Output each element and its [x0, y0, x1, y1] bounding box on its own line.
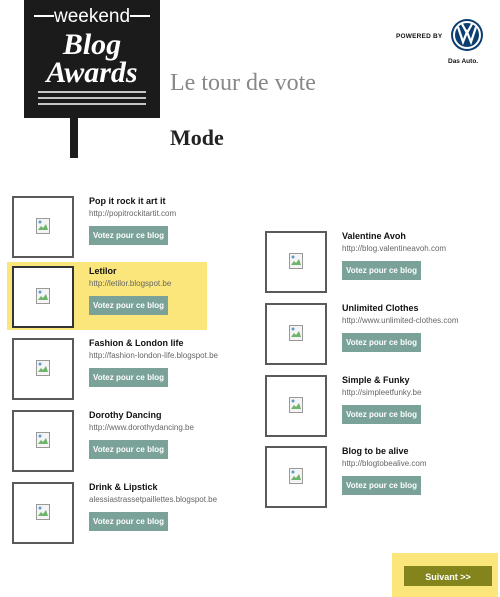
page-title: Le tour de vote [170, 70, 316, 96]
next-button[interactable]: Suivant >> [404, 566, 492, 586]
blog-thumbnail[interactable] [12, 482, 74, 544]
vote-button[interactable]: Votez pour ce blog [89, 512, 168, 531]
blog-thumbnail[interactable] [265, 375, 327, 437]
blog-url[interactable]: http://fashion-london-life.blogspot.be [89, 351, 218, 360]
logo-line-weekend: weekend [53, 6, 131, 27]
logo-line-blog: Blog [62, 28, 122, 61]
vote-button[interactable]: Votez pour ce blog [89, 368, 168, 387]
vote-button[interactable]: Votez pour ce blog [89, 440, 168, 459]
broken-image-icon [36, 288, 50, 304]
logo-line-awards: Awards [46, 56, 138, 89]
broken-image-icon [36, 432, 50, 448]
broken-image-icon [36, 218, 50, 234]
blog-entry [89, 410, 269, 459]
blog-entry [342, 375, 500, 424]
blog-url[interactable]: http://www.dorothydancing.be [89, 423, 194, 432]
blog-title: Fashion & London life [89, 338, 184, 348]
category-title: Mode [170, 125, 224, 150]
volkswagen-logo-icon [450, 18, 484, 52]
blog-url[interactable]: http://popitrockitartit.com [89, 209, 177, 218]
broken-image-icon [289, 468, 303, 484]
blog-thumbnail[interactable] [12, 410, 74, 472]
vote-button[interactable]: Votez pour ce blog [342, 333, 421, 352]
broken-image-icon [289, 397, 303, 413]
blog-thumbnail[interactable] [12, 196, 74, 258]
blog-entry [89, 266, 269, 315]
broken-image-icon [36, 360, 50, 376]
vote-button[interactable]: Votez pour ce blog [342, 405, 421, 424]
blog-title: Pop it rock it art it [89, 196, 166, 206]
broken-image-icon [289, 325, 303, 341]
vote-button[interactable]: Votez pour ce blog [342, 261, 421, 280]
blog-url[interactable]: http://blogtobealive.com [342, 459, 427, 468]
blog-thumbnail[interactable] [12, 266, 74, 328]
powered-by-label: POWERED BY [396, 33, 443, 40]
sponsor-block [396, 18, 488, 70]
das-auto-tagline: Das Auto. [448, 58, 479, 65]
blog-entry [342, 446, 500, 495]
blog-url[interactable]: http://blog.valentineavoh.com [342, 244, 447, 253]
blog-title: Letilor [89, 266, 117, 276]
blog-title: Blog to be alive [342, 446, 409, 456]
vote-button[interactable]: Votez pour ce blog [89, 226, 168, 245]
blog-title: Valentine Avoh [342, 231, 406, 241]
blog-title: Simple & Funky [342, 375, 410, 385]
blog-title: Unlimited Clothes [342, 303, 419, 313]
blog-entry [342, 303, 500, 352]
blog-entry [89, 482, 269, 531]
broken-image-icon [36, 504, 50, 520]
blog-thumbnail[interactable] [265, 303, 327, 365]
blog-url[interactable]: http://www.unlimited-clothes.com [342, 316, 459, 325]
blog-entry [89, 338, 269, 387]
blog-thumbnail[interactable] [265, 231, 327, 293]
blog-url[interactable]: http://letilor.blogspot.be [89, 279, 172, 288]
broken-image-icon [289, 253, 303, 269]
vote-button[interactable]: Votez pour ce blog [89, 296, 168, 315]
vote-button[interactable]: Votez pour ce blog [342, 476, 421, 495]
blog-entry [342, 231, 500, 280]
blog-thumbnail[interactable] [12, 338, 74, 400]
weekend-blog-awards-logo [24, 0, 160, 158]
blog-thumbnail[interactable] [265, 446, 327, 508]
blog-url[interactable]: http://simpleetfunky.be [342, 388, 422, 397]
blog-title: Drink & Lipstick [89, 482, 158, 492]
blog-entry [89, 196, 269, 245]
blog-url[interactable]: alessiastrassetpaillettes.blogspot.be [89, 495, 218, 504]
blog-title: Dorothy Dancing [89, 410, 162, 420]
